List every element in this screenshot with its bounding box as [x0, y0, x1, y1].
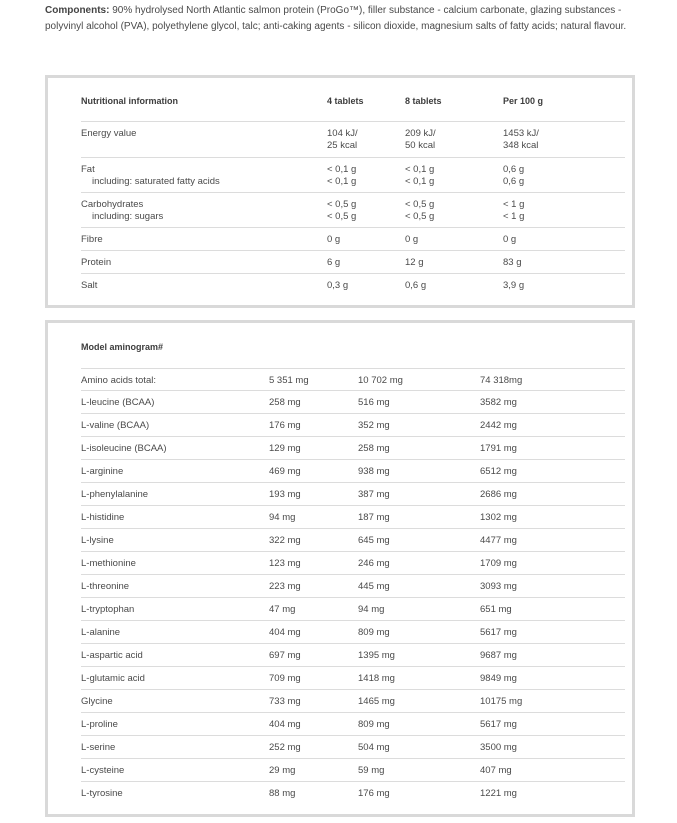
- nutrition-cell: < 1 g: [503, 211, 525, 222]
- aminogram-cell: L-isoleucine (BCAA): [81, 443, 167, 454]
- aminogram-cell: Amino acids total:: [81, 375, 156, 386]
- aminogram-cell: L-serine: [81, 742, 116, 753]
- aminogram-row: [81, 736, 625, 759]
- aminogram-cell: L-arginine: [81, 466, 124, 477]
- nutrition-cell: 50 kcal: [405, 140, 436, 151]
- aminogram-row: [81, 621, 625, 644]
- nutrition-cell: 0,6 g: [503, 164, 525, 175]
- aminogram-cell: 176 mg: [269, 420, 301, 431]
- aminogram-cell: L-alanine: [81, 627, 121, 638]
- aminogram-row: [81, 575, 625, 598]
- aminogram-cell: 10175 mg: [480, 696, 523, 707]
- aminogram-cell: 387 mg: [358, 489, 390, 500]
- aminogram-row: [81, 529, 625, 552]
- nutrition-cell: < 0,5 g: [405, 211, 435, 222]
- aminogram-cell: 74 318mg: [480, 375, 523, 386]
- nutrition-cell: 0,6 g: [503, 176, 525, 187]
- nutrition-cell: including: sugars: [92, 211, 164, 222]
- nutrition-cell: < 1 g: [503, 199, 525, 210]
- aminogram-cell: 1221 mg: [480, 788, 517, 799]
- aminogram-cell: 5617 mg: [480, 719, 517, 730]
- nutrition-cell: 83 g: [503, 257, 522, 268]
- aminogram-cell: L-proline: [81, 719, 118, 730]
- aminogram-cell: 407 mg: [480, 765, 512, 776]
- aminogram-cell: 938 mg: [358, 466, 390, 477]
- aminogram-cell: 9687 mg: [480, 650, 517, 661]
- aminogram-row: [81, 414, 625, 437]
- nutrition-cell: < 0,1 g: [405, 176, 435, 187]
- aminogram-cell: 193 mg: [269, 489, 301, 500]
- nutrition-row: [81, 228, 625, 251]
- aminogram-cell: 404 mg: [269, 627, 301, 638]
- aminogram-row: [81, 460, 625, 483]
- nutrition-cell: 0 g: [405, 234, 419, 245]
- aminogram-cell: 10 702 mg: [358, 375, 403, 386]
- nutrition-cell: < 0,5 g: [327, 199, 357, 210]
- aminogram-cell: 6512 mg: [480, 466, 517, 477]
- aminogram-row: [81, 690, 625, 713]
- nutrition-cell: Energy value: [81, 128, 137, 139]
- nutrition-cell: Carbohydrates: [81, 199, 144, 210]
- aminogram-cell: 1791 mg: [480, 443, 517, 454]
- aminogram-header-row: [81, 323, 625, 368]
- nutrition-cell: 1453 kJ/: [503, 128, 539, 139]
- aminogram-cell: 504 mg: [358, 742, 390, 753]
- nutrition-cell: < 0,5 g: [327, 211, 357, 222]
- nutrition-header-row: [81, 78, 625, 122]
- nutrition-cell: < 0,1 g: [405, 164, 435, 175]
- nutrition-header-cell: Nutritional information: [81, 96, 178, 106]
- aminogram-cell: 5617 mg: [480, 627, 517, 638]
- aminogram-cell: 258 mg: [269, 397, 301, 408]
- nutrition-row: [81, 274, 625, 297]
- aminogram-cell: 322 mg: [269, 535, 301, 546]
- aminogram-cell: 733 mg: [269, 696, 301, 707]
- nutrition-cell: 348 kcal: [503, 140, 539, 151]
- aminogram-table: [45, 320, 635, 817]
- aminogram-cell: L-histidine: [81, 512, 125, 523]
- aminogram-cell: 445 mg: [358, 581, 390, 592]
- aminogram-row: [81, 552, 625, 575]
- aminogram-row: [81, 759, 625, 782]
- aminogram-cell: 187 mg: [358, 512, 390, 523]
- aminogram-cell: 5 351 mg: [269, 375, 309, 386]
- aminogram-cell: 252 mg: [269, 742, 301, 753]
- nutrition-cell: 104 kJ/: [327, 128, 358, 139]
- aminogram-row: [81, 644, 625, 667]
- nutrition-cell: 0,3 g: [327, 280, 349, 291]
- aminogram-cell: Glycine: [81, 696, 113, 707]
- aminogram-row: [81, 667, 625, 690]
- aminogram-cell: 404 mg: [269, 719, 301, 730]
- aminogram-cell: L-phenylalanine: [81, 489, 149, 500]
- aminogram-cell: 809 mg: [358, 627, 390, 638]
- aminogram-cell: 29 mg: [269, 765, 296, 776]
- aminogram-cell: 709 mg: [269, 673, 301, 684]
- nutrition-header-cell: 4 tablets: [327, 96, 364, 106]
- nutrition-row: [81, 158, 625, 193]
- components-label: Components:: [45, 5, 110, 16]
- aminogram-cell: 59 mg: [358, 765, 385, 776]
- aminogram-cell: 697 mg: [269, 650, 301, 661]
- nutrition-cell: Salt: [81, 280, 98, 291]
- aminogram-cell: 2442 mg: [480, 420, 517, 431]
- aminogram-cell: L-valine (BCAA): [81, 420, 150, 431]
- aminogram-cell: 47 mg: [269, 604, 296, 615]
- nutrition-cell: 6 g: [327, 257, 341, 268]
- nutrition-header-cell: 8 tablets: [405, 96, 442, 106]
- nutrition-cell: Fibre: [81, 234, 103, 245]
- aminogram-cell: 352 mg: [358, 420, 390, 431]
- nutrition-cell: < 0,5 g: [405, 199, 435, 210]
- nutrition-cell: 25 kcal: [327, 140, 358, 151]
- aminogram-cell: 94 mg: [358, 604, 385, 615]
- aminogram-cell: 2686 mg: [480, 489, 517, 500]
- nutrition-row: [81, 122, 625, 158]
- aminogram-row: [81, 782, 625, 805]
- aminogram-cell: 4477 mg: [480, 535, 517, 546]
- aminogram-cell: 651 mg: [480, 604, 512, 615]
- aminogram-cell: 1709 mg: [480, 558, 517, 569]
- aminogram-cell: 223 mg: [269, 581, 301, 592]
- aminogram-cell: 88 mg: [269, 788, 296, 799]
- nutrition-cell: including: saturated fatty acids: [92, 176, 220, 187]
- aminogram-cell: 94 mg: [269, 512, 296, 523]
- aminogram-row: [81, 598, 625, 621]
- components-text: [45, 3, 645, 35]
- aminogram-cell: 123 mg: [269, 558, 301, 569]
- nutrition-cell: Protein: [81, 257, 112, 268]
- aminogram-cell: 1465 mg: [358, 696, 395, 707]
- aminogram-title: Model aminogram#: [81, 342, 164, 352]
- aminogram-cell: 258 mg: [358, 443, 390, 454]
- aminogram-cell: 3582 mg: [480, 397, 517, 408]
- aminogram-cell: L-cysteine: [81, 765, 125, 776]
- aminogram-cell: 516 mg: [358, 397, 390, 408]
- aminogram-cell: 3500 mg: [480, 742, 517, 753]
- nutrition-cell: 12 g: [405, 257, 424, 268]
- aminogram-cell: 1302 mg: [480, 512, 517, 523]
- aminogram-cell: L-methionine: [81, 558, 136, 569]
- nutrition-cell: 0 g: [327, 234, 341, 245]
- aminogram-cell: 246 mg: [358, 558, 390, 569]
- aminogram-cell: 469 mg: [269, 466, 301, 477]
- aminogram-row: [81, 713, 625, 736]
- nutrition-table: [45, 75, 635, 308]
- aminogram-cell: 176 mg: [358, 788, 390, 799]
- aminogram-cell: 809 mg: [358, 719, 390, 730]
- aminogram-cell: L-lysine: [81, 535, 114, 546]
- nutrition-cell: 209 kJ/: [405, 128, 436, 139]
- nutrition-header-cell: Per 100 g: [503, 96, 544, 106]
- aminogram-row: [81, 391, 625, 414]
- aminogram-cell: L-tyrosine: [81, 788, 123, 799]
- aminogram-cell: 645 mg: [358, 535, 390, 546]
- nutrition-cell: 0,6 g: [405, 280, 427, 291]
- nutrition-cell: Fat: [81, 164, 95, 175]
- aminogram-row: [81, 437, 625, 460]
- nutrition-row: [81, 251, 625, 274]
- aminogram-row: [81, 506, 625, 529]
- aminogram-cell: L-aspartic acid: [81, 650, 143, 661]
- nutrition-cell: 3,9 g: [503, 280, 525, 291]
- aminogram-cell: 3093 mg: [480, 581, 517, 592]
- nutrition-cell: < 0,1 g: [327, 164, 357, 175]
- aminogram-cell: L-glutamic acid: [81, 673, 145, 684]
- aminogram-cell: 129 mg: [269, 443, 301, 454]
- nutrition-cell: < 0,1 g: [327, 176, 357, 187]
- aminogram-cell: L-threonine: [81, 581, 130, 592]
- aminogram-row: [81, 483, 625, 506]
- aminogram-cell: 1395 mg: [358, 650, 395, 661]
- components-body: 90% hydrolysed North Atlantic salmon protein (ProGo™), filler substance - calcium carbonate, glazing substances - polyvinyl alcohol (PVA), polyethylene glycol, talc; anti-caking agents - silicon dioxide, magnesium salts of fatty acids; natural flavour.: [45, 5, 627, 32]
- aminogram-row: [81, 368, 625, 391]
- nutrition-cell: 0 g: [503, 234, 517, 245]
- aminogram-cell: 9849 mg: [480, 673, 517, 684]
- aminogram-cell: L-leucine (BCAA): [81, 397, 155, 408]
- aminogram-cell: 1418 mg: [358, 673, 395, 684]
- nutrition-row: [81, 193, 625, 228]
- aminogram-cell: L-tryptophan: [81, 604, 135, 615]
